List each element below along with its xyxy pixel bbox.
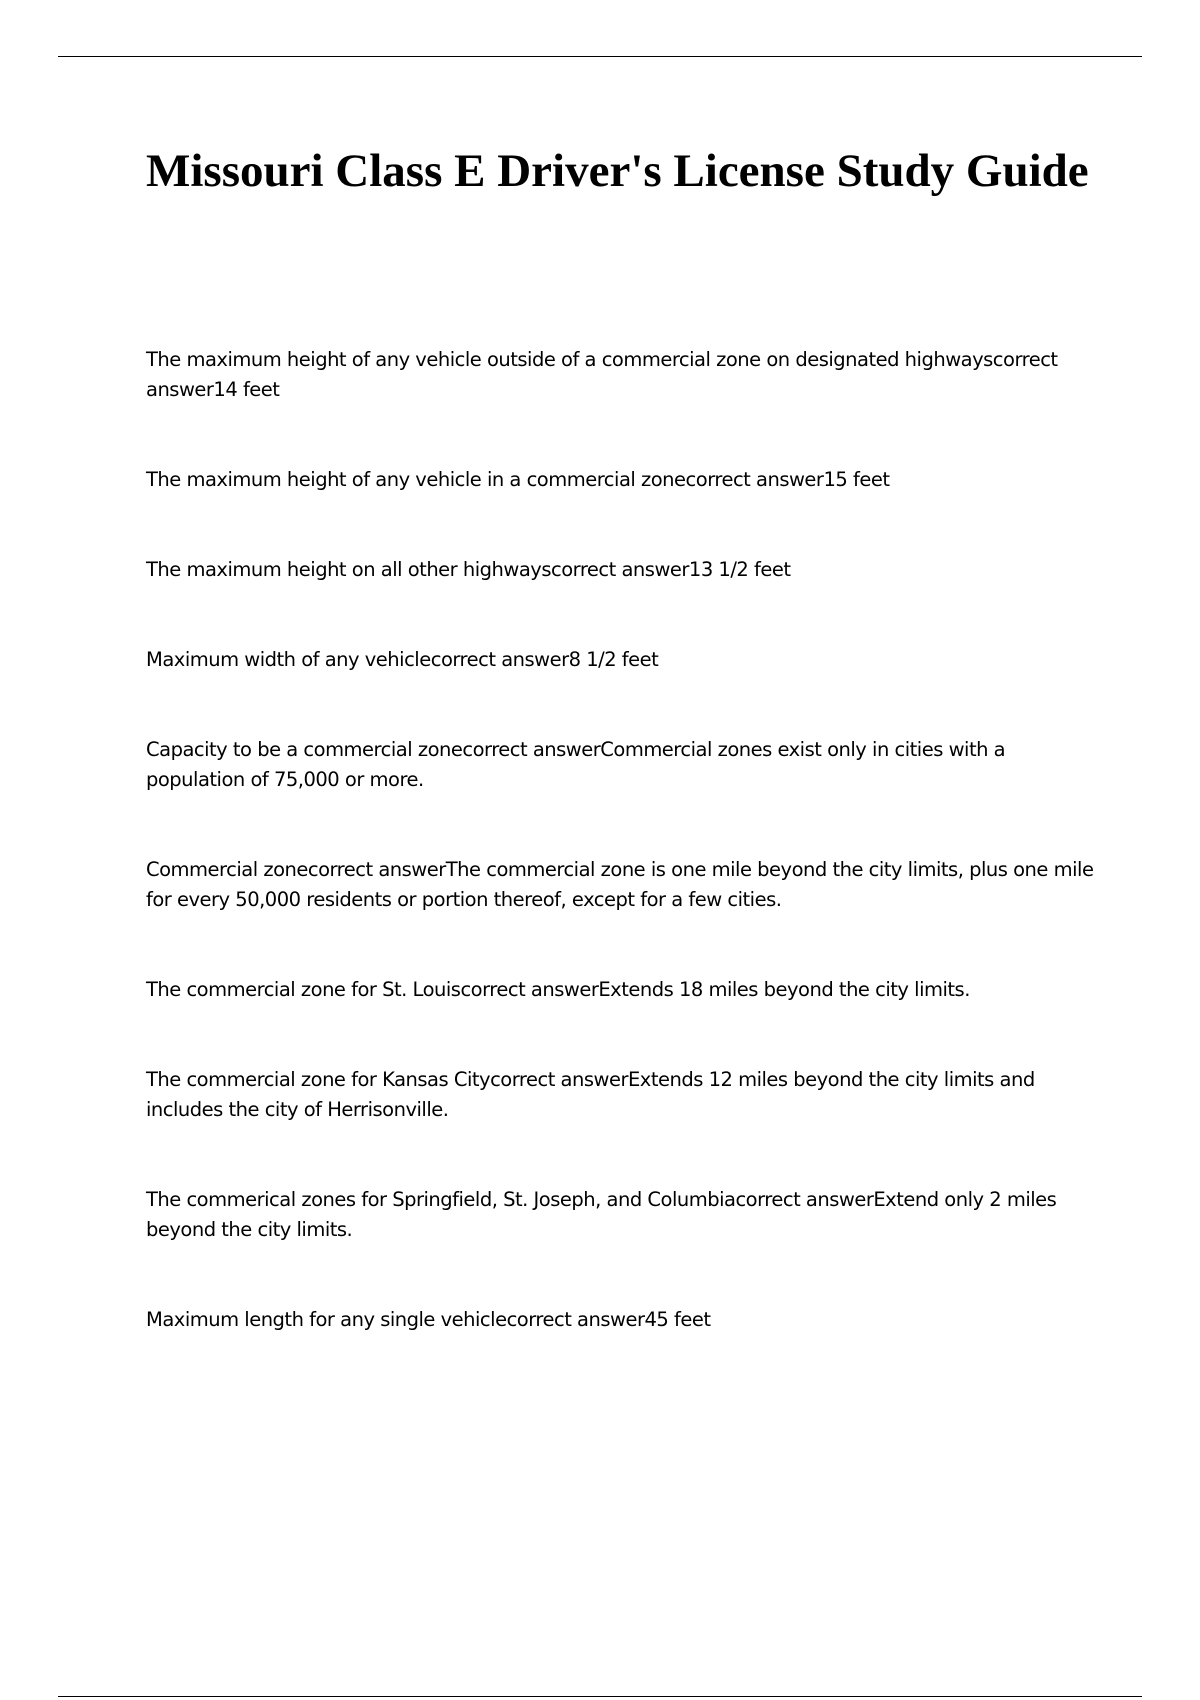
study-entries: [146, 345, 1096, 1335]
study-entry: Maximum length for any single vehiclecorrect answer45 feet: [146, 1308, 711, 1331]
study-entry: The maximum height of any vehicle outside of a commercial zone on designated highwayscorrect answer14 feet: [146, 348, 1058, 401]
study-entry: The commercial zone for St. Louiscorrect answerExtends 18 miles beyond the city limits.: [146, 978, 970, 1001]
study-entry: Capacity to be a commercial zonecorrect answerCommercial zones exist only in cities with a population of 75,000 or more.: [146, 738, 1006, 791]
study-entry: The maximum height on all other highwayscorrect answer13 1/2 feet: [146, 558, 791, 581]
study-entry: The commercial zone for Kansas Citycorrect answerExtends 12 miles beyond the city limits and includes the city of Herrisonville.: [146, 1068, 1035, 1121]
study-entry: Commercial zonecorrect answerThe commercial zone is one mile beyond the city limits, plus one mile for every 50,000 residents or portion thereof, except for a few cities.: [146, 858, 1094, 911]
top-rule: [58, 56, 1142, 57]
study-entry: Maximum width of any vehiclecorrect answer8 1/2 feet: [146, 648, 659, 671]
study-entry: The maximum height of any vehicle in a commercial zonecorrect answer15 feet: [146, 468, 890, 491]
document-title: Missouri Class E Driver's License Study Guide: [146, 145, 1089, 197]
study-entry: The commerical zones for Springfield, St. Joseph, and Columbiacorrect answerExtend only 2 miles beyond the city limits.: [146, 1188, 1057, 1241]
bottom-rule: [58, 1696, 1142, 1697]
